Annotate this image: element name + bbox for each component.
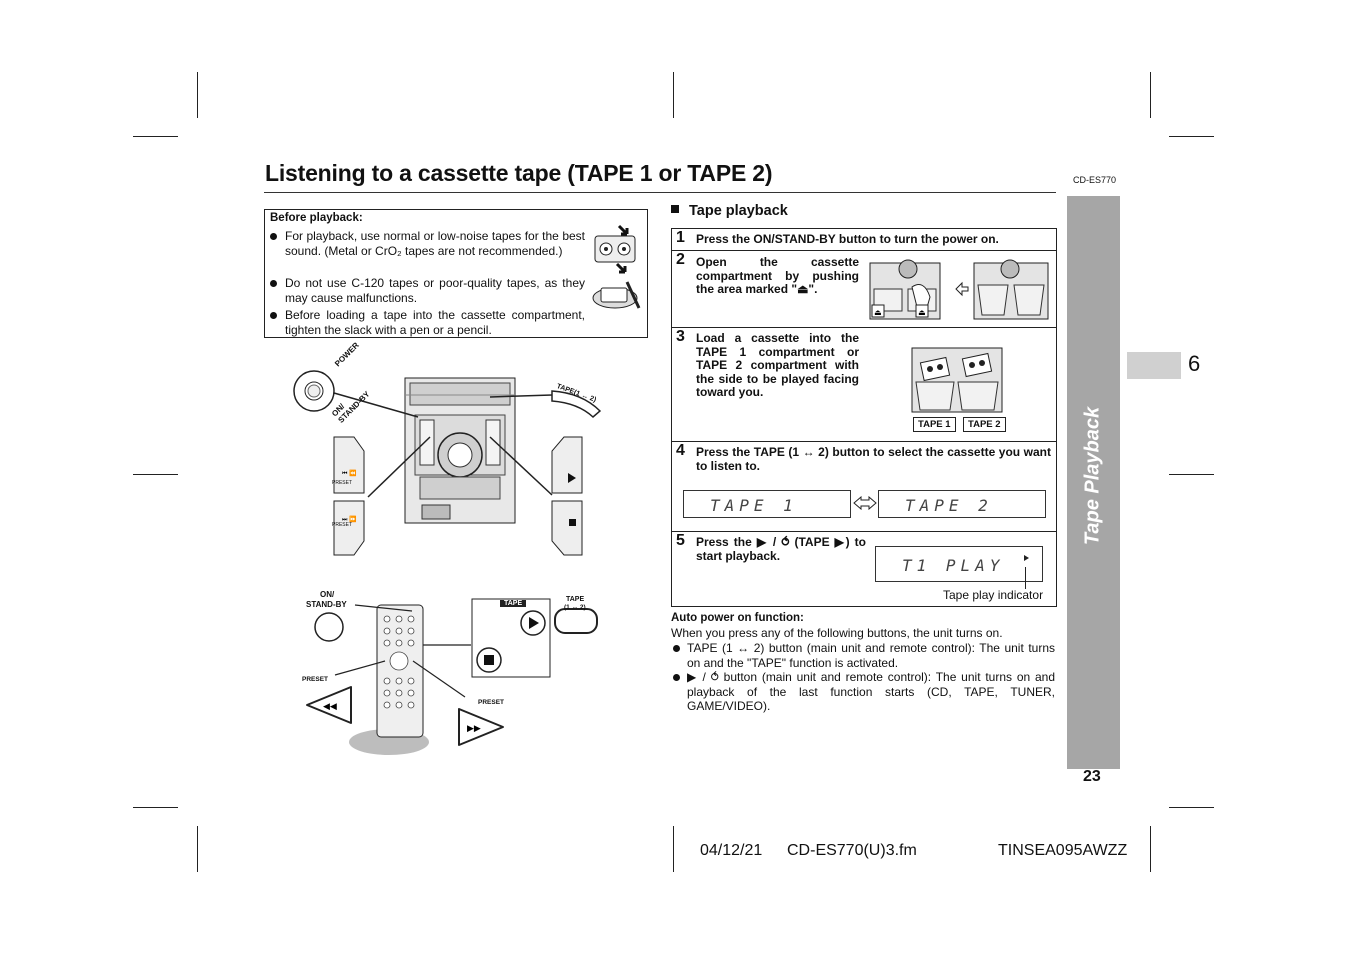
lcd-display-tape2: TAPE 2 (878, 490, 1046, 518)
remote-panel-tag: TAPE (500, 600, 526, 607)
crop-mark (133, 474, 178, 475)
indicator-caption: Tape play indicator (943, 588, 1044, 602)
lcd-display-play: T1 PLAY (875, 546, 1043, 582)
before-playback-box: Before playback: For playback, use normal or low-noise tapes for the best sound. (Metal or CrO₂ tapes are not recommended.) Do not use C-120 tapes or poor-quality tapes, as they may cause malfunctions. Before loading a tape into the cassette compartment, tighten the slack with a pen or a pencil. (264, 209, 648, 338)
load-cassette-illustration (910, 342, 1006, 414)
chapter-tab (1127, 352, 1181, 379)
footer-code: TINSEA095AWZZ (998, 842, 1128, 859)
crop-mark (1150, 826, 1151, 872)
square-bullet-icon (671, 205, 679, 213)
remote-standby-label: STAND-BY (306, 600, 347, 609)
svg-text:◀◀: ◀◀ (323, 702, 337, 712)
bullet-icon (270, 312, 277, 319)
remote-illustration (295, 597, 610, 759)
bullet-icon (270, 280, 277, 287)
indicator-leader-line (1025, 567, 1026, 589)
lcd-display-tape1: TAPE 1 (683, 490, 851, 518)
tape2-tag: TAPE 2 (963, 417, 1006, 432)
title-rule (264, 192, 1056, 193)
double-arrow-icon (853, 496, 877, 510)
crop-mark (673, 826, 674, 872)
crop-mark (1169, 474, 1214, 475)
tape-playback-heading: Tape playback (671, 203, 788, 219)
remote-preset-left-label: PRESET (302, 676, 329, 683)
svg-text:⏭ ⏩: ⏭ ⏩ (342, 517, 357, 523)
cassette-illustration (591, 222, 645, 322)
svg-text:⏏: ⏏ (874, 308, 882, 317)
sidebar-label: Tape Playback (1081, 406, 1104, 546)
page-number: 23 (1083, 768, 1101, 785)
auto-power-title: Auto power on function: (671, 612, 804, 624)
open-compartment-illustration (868, 259, 1052, 323)
power-label: POWER (333, 340, 361, 369)
tape1-tag: TAPE 1 (913, 417, 956, 432)
crop-mark (1150, 72, 1151, 118)
step-row: 3 Load a cassette into the TAPE 1 compartment or TAPE 2 compartment with the side to be played facing toward you. TAPE 1 TAPE 2 (672, 328, 1056, 442)
crop-mark (133, 136, 178, 137)
crop-mark (133, 807, 178, 808)
bullet-icon (673, 674, 680, 681)
tape-button-label: TAPE(1 ↔ 2) (555, 383, 597, 404)
remote-preset-right-label: PRESET (478, 699, 505, 706)
on-standby-label: ON/ STAND-BY (330, 389, 372, 425)
svg-text:▶▶: ▶▶ (467, 724, 481, 734)
remote-on-label: ON/ (320, 590, 335, 599)
preset-label: PRESET (332, 480, 353, 486)
model-number: CD-ES770 (1073, 175, 1117, 185)
step-row: 5 Press the ▶ / ⥀ (TAPE ▶) to start playback. T1 PLAY Tape play indicator (676, 532, 1044, 602)
step-row: 4 Press the TAPE (1 ↔ 2) button to select the cassette you want to listen to. TAPE 1 TAPE 2 (672, 442, 1056, 532)
chapter-number: 6 (1188, 351, 1201, 376)
footer-date: 04/12/21 (700, 842, 763, 859)
svg-text:⏮ ⏪: ⏮ ⏪ (342, 471, 357, 477)
crop-mark (197, 72, 198, 118)
tape-play-indicator-icon (1024, 555, 1029, 561)
crop-mark (1169, 807, 1214, 808)
footer-file: CD-ES770(U)3.fm (787, 842, 917, 859)
crop-mark (1169, 136, 1214, 137)
page-title: Listening to a cassette tape (TAPE 1 or TAPE 2) (265, 160, 773, 186)
auto-power-intro: When you press any of the following buttons, the unit turns on. (671, 626, 1003, 640)
bullet-icon (673, 645, 680, 652)
step-row: 1 Press the ON/STAND-BY button to turn the power on. (672, 229, 1056, 251)
crop-mark (673, 72, 674, 118)
crop-mark (197, 826, 198, 872)
before-playback-title: Before playback: (270, 212, 363, 224)
svg-text:⏏: ⏏ (918, 308, 926, 317)
step-row: 2 Open the cassette compartment by pushing the area marked "⏏". ⏏ ⏏ (672, 251, 1056, 328)
remote-tape-sub-label: (1 ↔ 2) (564, 604, 586, 611)
steps-table (671, 228, 1057, 607)
preset-label: PRESET (332, 522, 353, 528)
bullet-icon (270, 233, 277, 240)
remote-tape-label: TAPE (566, 596, 585, 603)
